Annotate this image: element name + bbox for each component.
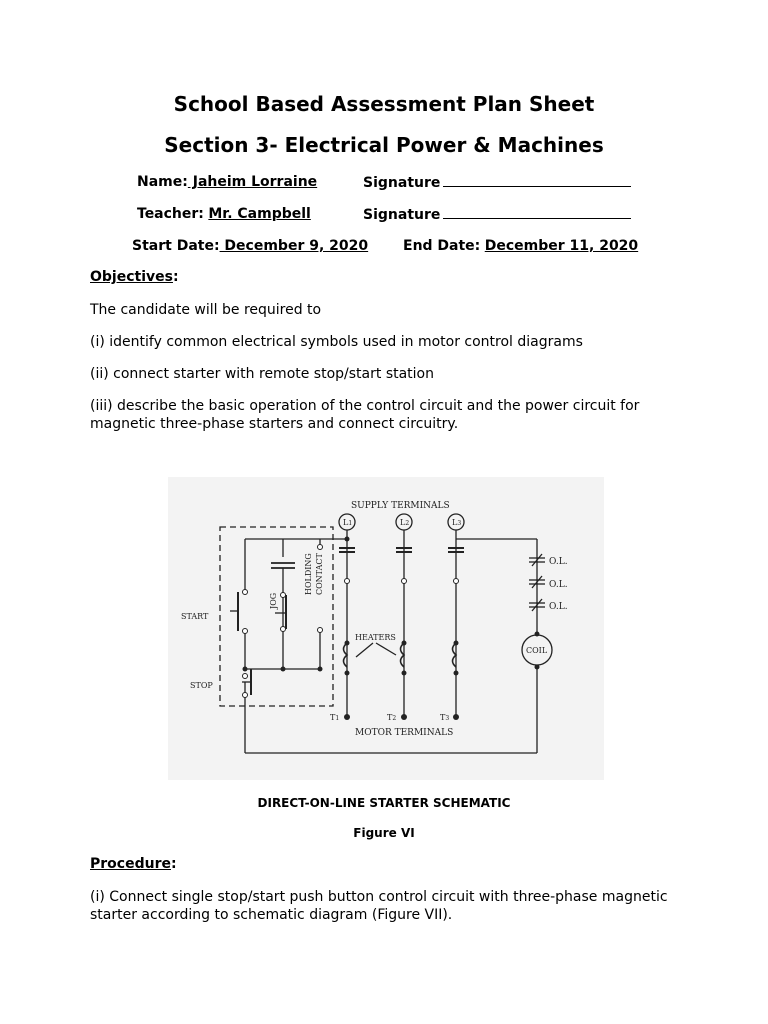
end-date-label: End Date: xyxy=(403,238,481,254)
name-value: Jaheim Lorraine xyxy=(187,174,318,190)
figure-number: Figure VI xyxy=(353,826,415,840)
teacher-label: Teacher: xyxy=(137,206,204,222)
objectives-heading xyxy=(90,269,179,285)
start-date-field xyxy=(132,238,368,254)
objective-item: (iii) describe the basic operation of the control circuit and the power circuit for magnetic three-phase starters and connect circuitry. xyxy=(90,398,640,432)
end-date-field xyxy=(403,238,638,254)
signature-field-2 xyxy=(363,206,631,223)
teacher-value: Mr. Campbell xyxy=(208,206,311,222)
procedure-colon: : xyxy=(170,856,177,872)
name-label: Name: xyxy=(137,174,188,190)
heaters-label: HEATERS xyxy=(355,633,396,642)
start-label: START xyxy=(181,612,209,621)
signature-field-1 xyxy=(363,174,631,191)
objective-item: (ii) connect starter with remote stop/start station xyxy=(90,366,434,382)
name-field xyxy=(137,174,317,190)
dol-starter-schematic xyxy=(168,477,604,780)
overload-label-2: O.L. xyxy=(549,580,568,590)
l1-label: L1 xyxy=(343,518,353,527)
start-date-label: Start Date: xyxy=(132,238,220,254)
signature-line xyxy=(443,206,631,219)
objectives-heading-text: Objectives xyxy=(90,269,173,285)
overload-label-3: O.L. xyxy=(549,602,568,612)
jog-label: JOG xyxy=(269,592,278,609)
signature-line xyxy=(443,174,631,187)
l3-label: L3 xyxy=(452,518,462,527)
signature-label: Signature xyxy=(363,207,441,223)
coil-label: COIL xyxy=(526,646,548,655)
objectives-intro: The candidate will be required to xyxy=(90,302,322,318)
teacher-field xyxy=(137,206,311,222)
section-title: Section 3- Electrical Power & Machines xyxy=(164,133,604,157)
signature-label: Signature xyxy=(363,175,441,191)
supply-terminals-label: SUPPLY TERMINALS xyxy=(351,501,450,511)
objective-item: (i) identify common electrical symbols used in motor control diagrams xyxy=(90,334,583,350)
document-title: School Based Assessment Plan Sheet xyxy=(173,92,595,116)
objectives-colon: : xyxy=(172,269,179,285)
end-date-value: December 11, 2020 xyxy=(484,238,639,254)
contact-label: CONTACT xyxy=(315,553,324,595)
procedure-heading xyxy=(90,856,177,872)
holding-label: HOLDING xyxy=(304,553,313,595)
t3-label: T3 xyxy=(440,713,450,722)
motor-terminals-label: MOTOR TERMINALS xyxy=(355,728,454,738)
figure-caption: DIRECT-ON-LINE STARTER SCHEMATIC xyxy=(257,796,511,810)
t1-label: T1 xyxy=(330,713,340,722)
procedure-item: (i) Connect single stop/start push button control circuit with three-phase magnetic starter according to schematic diagram (Figure VII). xyxy=(90,889,668,923)
l2-label: L2 xyxy=(400,518,410,527)
t2-label: T2 xyxy=(387,713,397,722)
procedure-heading-text: Procedure xyxy=(90,856,171,872)
stop-label: STOP xyxy=(190,681,213,690)
overload-label-1: O.L. xyxy=(549,557,568,567)
start-date-value: December 9, 2020 xyxy=(219,238,369,254)
